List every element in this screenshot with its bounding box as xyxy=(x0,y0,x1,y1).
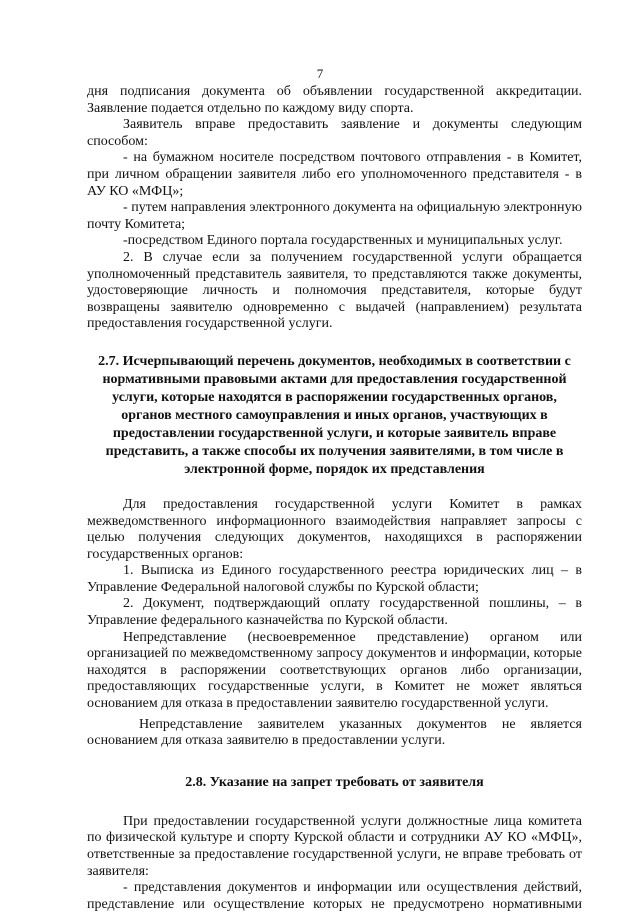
paragraph-non-submission-agency: Непредставление (несвоевременное представление) органом или организацией по межведомственному запросу документов и информации, которые находятся в распоряжении соответствующих органов либо организации, предоставляющих государственные услуги, в Комитет не может являться основанием для отказа в предоставлении заявителю государственной услуги. xyxy=(87,629,582,712)
paragraph-officials-prohibition: При предоставлении государственной услуги должностные лица комитета по физической культуре и спорту Курской области и сотрудники АУ КО «МФЦ», ответственные за предоставление государственной услуги, не вправе требовать от заявителя: xyxy=(87,813,582,879)
paragraph-egrul-extract: 1. Выписка из Единого государственного реестра юридических лиц – в Управление Федеральной налоговой службы по Курской области; xyxy=(87,563,582,595)
paragraph-portal-submission: -посредством Единого портала государственных и муниципальных услуг. xyxy=(123,233,563,249)
paragraph-representative: 2. В случае если за получением государственной услуги обращается уполномоченный представитель заявителя, то представляются также документы, удостоверяющие личность и полномочия представителя, которые будут возвращены заявителю одновременно с выдачей (направлением) результата предоставления государственной услуги. xyxy=(87,249,582,332)
paragraph-email-submission: - путем направления электронного документа на официальную электронную почту Комитета; xyxy=(87,200,582,232)
paragraph-application-submission: дня подписания документа об объявлении государственной аккредитации. Заявление подается отдельно по каждому виду спорта. xyxy=(87,84,582,116)
paragraph-paper-submission: - на бумажном носителе посредством почтового отправления - в Комитет, при личном обращении заявителя либо его уполномоченного представителя - в АУ КО «МФЦ»; xyxy=(87,150,582,199)
page-number: 7 xyxy=(316,66,324,81)
document-body xyxy=(87,84,582,913)
paragraph-prohibited-requirements: - представления документов и информации или осуществления действий, представление или осуществление которых не предусмотрено нормативными xyxy=(87,880,582,912)
paragraph-non-submission-applicant: Непредставление заявителем указанных документов не является основанием для отказа заявителю в предоставлении услуги. xyxy=(87,716,582,749)
section-heading-2-7: 2.7. Исчерпывающий перечень документов, необходимых в соответствии с нормативными правовыми актами для предоставления государственной услуги, которые находятся в распоряжении государственных органов, органов местного самоуправления и иных органов, участвующих в предоставлении государственной услуги, и которые заявитель вправе представить, а также способы их получения заявителями, в том числе в электронной форме, порядок их представления xyxy=(98,353,571,477)
paragraph-submission-methods: Заявитель вправе предоставить заявление и документы следующим способом: xyxy=(87,117,582,149)
paragraph-interagency-requests: Для предоставления государственной услуги Комитет в рамках межведомственного информационного взаимодействия направляет запросы с целью получения следующих документов, находящихся в распоряжении государственных органов: xyxy=(87,496,582,562)
section-heading-2-8: 2.8. Указание на запрет требовать от заявителя xyxy=(185,774,484,790)
paragraph-fee-document: 2. Документ, подтверждающий оплату государственной пошлины, – в Управление федерального казначейства по Курской области. xyxy=(87,596,582,629)
